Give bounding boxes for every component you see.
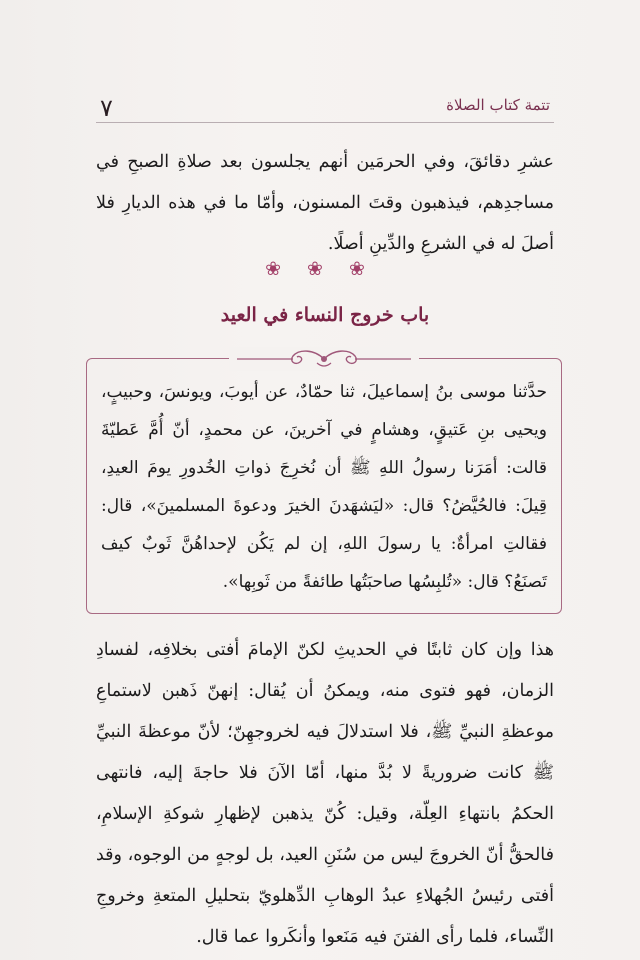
hadith-frame: [86, 358, 562, 614]
running-title: تتمة كتاب الصلاة: [446, 96, 550, 114]
section-separator: ❀ ❀ ❀: [265, 258, 375, 280]
commentary-paragraph: هذا وإن كان ثابتًا في الحديثِ لكنّ الإمامَ أفتى بخلافِه، لفسادِ الزمان، فهو فتوى منه، ويمكنُ أن يُقال: إنهنّ ذَهبن لاستماعِ موعظةِ النبيِّ ﷺ، فلا استدلالَ فيه لخروجهِنّ؛ لأنّ موعظةَ النبيِّ ﷺ كانت ضروريةً لا بُدَّ منها، أمّا الآنَ فلا حاجةَ إليه، فانتهى الحكمُ بانتهاءِ العِلّة، وقيل: كُنّ يذهبن لإظهارِ شوكةِ الإسلامِ، فالحقُّ أنّ الخروجَ ليس من سُنَنِ العيد، بل لوجهٍ من الوجوه، وقد أفتى رئيسُ الجُهلاءِ عبدُ الوهابِ الدِّهلويّ بتحليلِ المتعةِ وخروجِ النِّساء، فلما رأى الفتنَ فيه مَنَعوا وأنكَروا عما قال.: [96, 640, 554, 947]
page-number: ٧: [100, 94, 113, 122]
frame-ornament-icon: [229, 347, 419, 371]
intro-paragraph: عشرِ دقائقَ، وفي الحرمَين أنهم يجلسون بعد صلاةِ الصبحِ في مساجدِهم، فيذهبون وقتَ المسنون، وأمّا ما في هذه الديارِ فلا أصلَ له في الشرعِ والدِّينِ أصلًا.: [96, 152, 554, 254]
header-rule: [96, 122, 554, 123]
hadith-text: حدَّثنا موسى بنُ إسماعيلَ، ثنا حمّادٌ، عن أيوبَ، ويونسَ، وحبيبٍ، ويحيى بنِ عَتيقٍ، وهشامٍ في آخرينَ، عن محمدٍ، أنّ أُمَّ عَطيّةَ قالت: أمَرَنا رسولُ اللهِ ﷺ أن نُخرِجَ ذواتِ الخُدورِ يومَ العيدِ، قِيلَ: فالحُيَّضُ؟ قال: «ليَشهَدنَ الخيرَ ودعوةَ المسلمينَ»، قال: فقالتِ امرأةٌ: يا رسولَ اللهِ، إن لم يَكُن لإحداهُنَّ ثَوبٌ كيف تَصنَعُ؟ قال: «تُلبِسُها صاحبَتُها طائفةً من ثَوبِها».: [101, 382, 547, 592]
chapter-title: باب خروج النساء في العيد: [220, 304, 430, 326]
